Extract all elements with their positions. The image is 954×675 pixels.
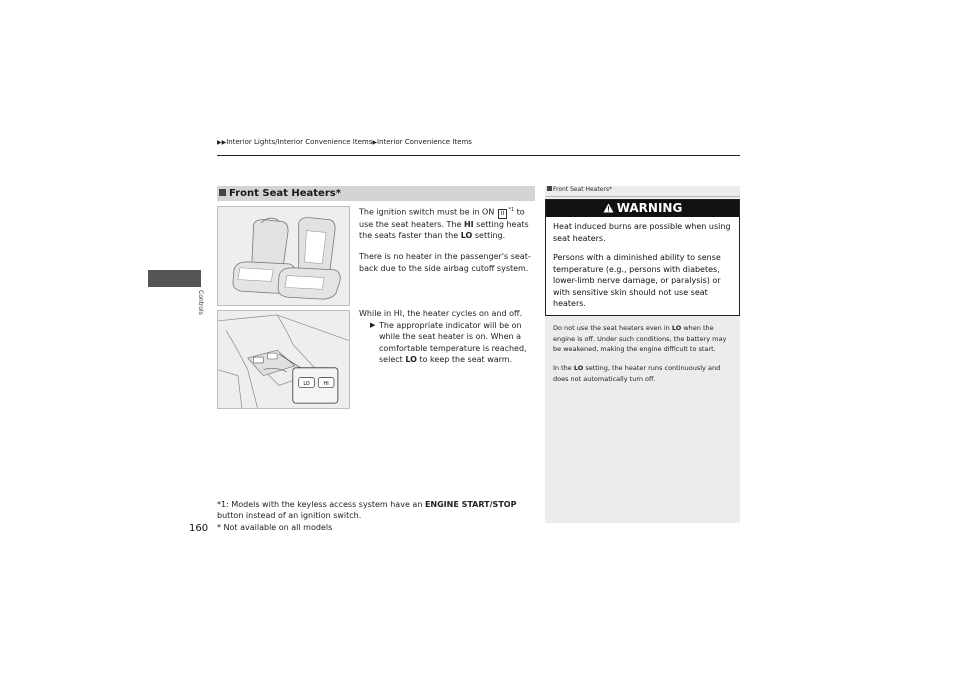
footnote-ref[interactable]: *1	[508, 207, 515, 213]
availability-note: * Not available on all models	[217, 523, 333, 532]
text-run: The ignition switch must be in ON	[359, 207, 497, 217]
text-run: when the engine is off. Under such conditions, the battery may be weakened, making the engine difficult to start.	[553, 324, 727, 353]
square-bullet-icon	[219, 189, 226, 196]
square-bullet-icon	[547, 186, 552, 191]
note-lo-continuous	[553, 363, 735, 384]
chapter-tab[interactable]	[148, 270, 201, 287]
breadcrumb	[217, 138, 472, 146]
breadcrumb-arrow-icon: ▶▶	[217, 139, 227, 146]
side-notes-divider	[545, 196, 740, 197]
breadcrumb-item[interactable]: Interior Lights/Interior Convenience Items	[226, 138, 373, 146]
center-console-drawing	[218, 311, 349, 408]
console-switch-illustration	[217, 310, 350, 409]
lo-switch-label: LO	[303, 380, 310, 387]
side-notes-heading	[547, 186, 612, 193]
text-run: In the	[553, 364, 574, 372]
text-run: Do not use the seat heaters even in	[553, 324, 672, 332]
warning-title-bar	[546, 200, 739, 217]
paragraph-ignition	[359, 205, 537, 242]
pointer-arrow-icon: ▶	[370, 320, 376, 329]
text-run: button instead of an ignition switch.	[217, 511, 362, 520]
text-run: setting, the heater runs continuously and does not automatically turn off.	[553, 364, 721, 383]
warning-paragraph: Persons with a diminished ability to sense temperature (e.g., persons with diabetes, lower-limb nerve damage, or paralysis) or with sensitive skin should not use seat heaters.	[553, 253, 721, 308]
text-run: to use the seat heaters. The	[359, 207, 525, 229]
chapter-tab-label: Controls	[197, 290, 204, 315]
section-heading	[217, 186, 535, 201]
text-run: setting heats the seats faster than the	[359, 219, 529, 241]
lo-setting: LO	[573, 364, 584, 372]
text-run: While in HI, the heater cycles on and off.	[359, 309, 523, 318]
warning-paragraph: Heat induced burns are possible when using seat heaters.	[553, 222, 731, 243]
text-run: to keep the seat warm.	[416, 355, 513, 364]
paragraph-passenger: There is no heater in the passenger's seat-back due to the side airbag cutoff system.	[359, 252, 531, 273]
lo-setting: LO	[405, 355, 417, 364]
breadcrumb-item[interactable]: Interior Convenience Items	[377, 138, 472, 146]
seat-illustration	[217, 206, 350, 306]
text-run: setting.	[472, 231, 506, 241]
warning-triangle-icon	[603, 201, 614, 218]
side-notes-title: Front Seat Heaters*	[553, 186, 613, 193]
text-run: The appropriate indicator will be on while the seat heater is on. When a comfortable temperature is reached, select	[379, 320, 527, 364]
indicator-note	[359, 320, 537, 366]
ignition-position-key: II	[498, 209, 508, 219]
page-number: 160	[189, 523, 209, 534]
engine-start-stop-term: ENGINE START/STOP	[424, 500, 517, 509]
warning-box	[545, 199, 740, 316]
warning-title: WARNING	[616, 201, 683, 215]
text-run: *1: Models with the keyless access system have an	[217, 500, 425, 509]
paragraph-hi-cycle	[359, 308, 537, 366]
note-engine-off	[553, 323, 735, 355]
breadcrumb-arrow-icon: ▶	[372, 139, 377, 146]
warning-body	[546, 217, 739, 310]
footnote-keyless	[217, 499, 537, 521]
lo-setting: LO	[460, 231, 473, 241]
header-divider	[217, 155, 740, 156]
front-seats-drawing	[218, 207, 349, 305]
lo-setting: LO	[671, 324, 682, 332]
hi-setting: HI	[463, 219, 474, 229]
section-title: Front Seat Heaters*	[229, 188, 341, 199]
hi-switch-label: HI	[323, 380, 329, 387]
